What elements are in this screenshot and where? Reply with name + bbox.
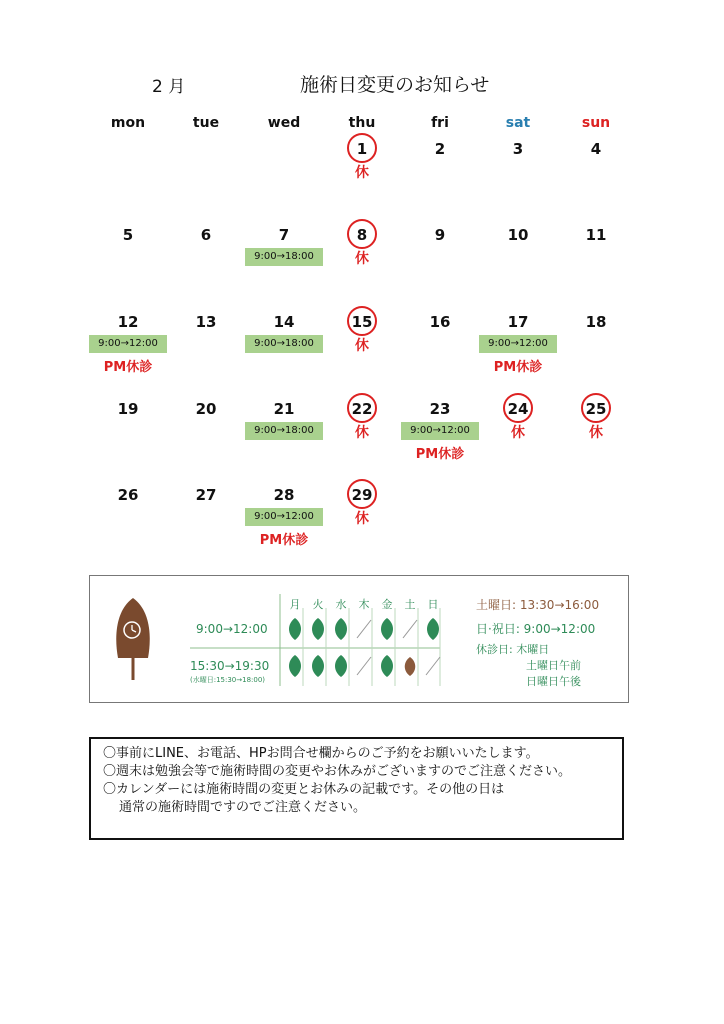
closed-slash [357,657,371,675]
schedule-day: 土 [404,598,416,611]
leaf-icon [335,655,347,677]
closed-label: 休 [589,425,603,441]
closed-slash [426,657,440,675]
date-cell: 10 [507,226,529,244]
date-cell: 21 [273,400,295,418]
date-cell: 8 [356,226,368,244]
closed-slash [357,620,371,638]
morning-leaves [283,616,448,644]
hours-badge: 9:00→12:00 [245,508,323,526]
schedule-day: 木 [358,598,370,611]
leaf-brown-icon [405,657,416,676]
morning-hours: 9:00→12:00 [196,622,268,636]
leaf-icon [312,618,324,640]
date-cell: 12 [117,313,139,331]
schedule-day: 月 [289,598,301,611]
weekday-tue: tue [192,115,220,131]
date-cell: 15 [351,313,373,331]
hours-badge: 9:00→18:00 [245,248,323,266]
pm-closed-label: PM休診 [259,533,309,548]
afternoon-hours: 15:30→19:30 [190,659,270,673]
weekday-mon: mon [110,115,146,131]
saturday-hours: 土曜日: 13:30→16:00 [476,598,600,612]
closed-days: 休診日: 木曜日 [476,643,550,656]
afternoon-leaves [283,653,448,681]
notice-line: 通常の施術時間ですのでご注意ください。 [119,800,367,815]
leaf-icon [289,655,301,677]
date-cell: 13 [195,313,217,331]
date-cell: 14 [273,313,295,331]
pm-closed-label: PM休診 [493,360,543,375]
closed-label: 休 [355,338,369,354]
date-cell: 7 [278,226,290,244]
notice-line: 〇週末は勉強会等で施術時間の変更やお休みがございますのでご注意ください。 [103,764,572,779]
date-cell: 23 [429,400,451,418]
closed-label: 休 [355,425,369,441]
closed-sun-pm: 日曜日午後 [526,675,581,688]
date-cell: 6 [200,226,212,244]
date-cell: 2 [434,140,446,158]
date-cell: 16 [429,313,451,331]
date-cell: 29 [351,486,373,504]
leaf-icon [381,655,393,677]
closed-slash [403,620,417,638]
date-cell: 22 [351,400,373,418]
date-cell: 27 [195,486,217,504]
pm-closed-label: PM休診 [103,360,153,375]
closed-sat-am: 土曜日午前 [526,659,581,672]
weekday-sun: sun [581,115,611,131]
afternoon-note: (水曜日:15:30→18:00) [190,676,266,684]
closed-label: 休 [355,251,369,267]
leaf-icon [312,655,324,677]
date-cell: 28 [273,486,295,504]
leaf-icon [427,618,439,640]
hours-badge: 9:00→18:00 [245,422,323,440]
weekday-sat: sat [505,115,531,131]
hours-badge: 9:00→12:00 [479,335,557,353]
date-cell: 20 [195,400,217,418]
leaf-icon [381,618,393,640]
closed-label: 休 [511,425,525,441]
weekday-fri: fri [431,115,449,131]
notice-box [89,737,624,840]
date-cell: 4 [590,140,602,158]
closed-label: 休 [355,511,369,527]
weekday-wed: wed [267,115,301,131]
page-title: 施術日変更のお知らせ [300,74,490,96]
leaf-icon [335,618,347,640]
schedule-box [89,575,629,703]
leaf-icon [289,618,301,640]
schedule-day: 水 [335,598,347,611]
schedule-day: 火 [312,598,324,611]
closed-label: 休 [355,165,369,181]
date-cell: 26 [117,486,139,504]
notice-line: 〇事前にLINE、お電話、HPお問合せ欄からのご予約をお願いいたします。 [103,746,539,761]
hours-badge: 9:00→12:00 [401,422,479,440]
pm-closed-label: PM休診 [415,447,465,462]
date-cell: 17 [507,313,529,331]
date-cell: 9 [434,226,446,244]
date-cell: 19 [117,400,139,418]
schedule-day: 金 [381,598,393,611]
date-cell: 25 [585,400,607,418]
month-label: 2 月 [152,77,186,97]
date-cell: 18 [585,313,607,331]
date-cell: 1 [356,140,368,158]
date-cell: 3 [512,140,524,158]
schedule-day: 日 [427,598,439,611]
hours-badge: 9:00→12:00 [89,335,167,353]
date-cell: 11 [585,226,607,244]
notice-line: 〇カレンダーには施術時間の変更とお休みの記載です。その他の日は [103,782,505,797]
clock-leaf-icon [110,596,156,682]
weekday-thu: thu [348,115,376,131]
holiday-hours: 日·祝日: 9:00→12:00 [476,622,596,636]
hours-badge: 9:00→18:00 [245,335,323,353]
date-cell: 24 [507,400,529,418]
date-cell: 5 [122,226,134,244]
